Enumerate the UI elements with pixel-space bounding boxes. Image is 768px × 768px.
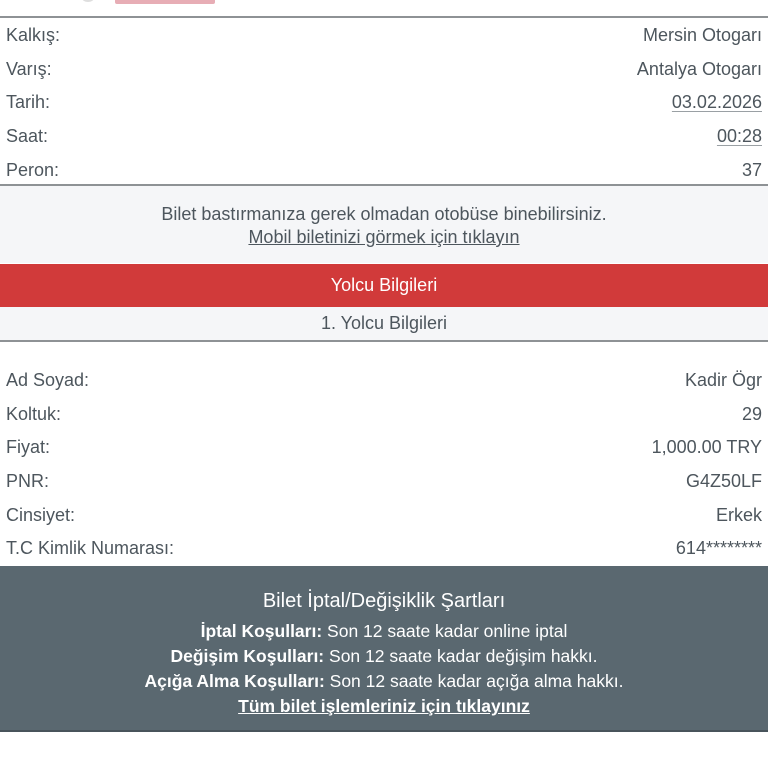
id-number-value: 614********: [675, 538, 762, 559]
passenger-1-subheader: 1. Yolcu Bilgileri: [0, 307, 768, 342]
time-value[interactable]: 00:28: [716, 126, 762, 147]
terms-change-label: Değişim Koşulları:: [170, 646, 325, 666]
mobile-ticket-link[interactable]: Mobil biletinizi görmek için tıklayın: [248, 227, 520, 247]
passenger-row-name: [0, 364, 768, 398]
terms-open-label: Açığa Alma Koşulları:: [144, 671, 325, 691]
passenger-row-gender: [0, 498, 768, 532]
platform-label: Peron:: [6, 159, 60, 180]
all-ticket-operations-link[interactable]: Tüm bilet işlemleriniz için tıklayınız: [238, 696, 530, 716]
name-value: Kadir Ögr: [684, 370, 762, 391]
trip-row-time: [0, 120, 768, 154]
departure-label: Kalkış:: [6, 25, 61, 46]
brand-logo: [115, 0, 215, 4]
seat-value: 29: [741, 403, 762, 424]
terms-open-text: Son 12 saate kadar açığa alma hakkı.: [329, 671, 624, 691]
terms-change: [0, 644, 768, 669]
passenger-row-id-number: [0, 532, 768, 566]
logo-icon: [82, 0, 94, 2]
date-value[interactable]: 03.02.2026: [671, 92, 762, 113]
date-label: Tarih:: [6, 92, 51, 113]
passenger-row-seat: [0, 398, 768, 432]
pnr-value: G4Z50LF: [685, 471, 762, 492]
price-value: 1,000.00 TRY: [651, 437, 762, 458]
trip-details: [0, 16, 768, 186]
cancellation-terms: [0, 566, 768, 732]
trip-row-platform: [0, 153, 768, 187]
arrival-value: Antalya Otogarı: [636, 58, 762, 79]
terms-cancel: [0, 619, 768, 644]
name-label: Ad Soyad:: [6, 370, 90, 391]
header-bar: [0, 0, 768, 16]
mobile-ticket-notice: [0, 186, 768, 263]
footer-area: [0, 732, 768, 768]
passenger-info-header: Yolcu Bilgileri: [0, 264, 768, 307]
terms-change-text: Son 12 saate kadar değişim hakkı.: [329, 646, 598, 666]
passenger-row-price: [0, 431, 768, 465]
notice-text: Bilet bastırmanıza gerek olmadan otobüse binebilirsiniz.: [161, 204, 607, 224]
gender-value: Erkek: [715, 504, 762, 525]
trip-row-arrival: [0, 53, 768, 87]
id-number-label: T.C Kimlik Numarası:: [6, 538, 175, 559]
pnr-label: PNR:: [6, 471, 50, 492]
passenger-row-pnr: [0, 465, 768, 499]
trip-row-date: [0, 86, 768, 120]
terms-title: Bilet İptal/Değişiklik Şartları: [262, 590, 506, 612]
trip-row-departure: [0, 19, 768, 53]
gender-label: Cinsiyet:: [6, 504, 76, 525]
price-label: Fiyat:: [6, 437, 51, 458]
terms-cancel-label: İptal Koşulları:: [200, 621, 323, 641]
platform-value: 37: [741, 159, 762, 180]
terms-open: [0, 669, 768, 694]
departure-value: Mersin Otogarı: [642, 25, 762, 46]
time-label: Saat:: [6, 126, 49, 147]
terms-cancel-text: Son 12 saate kadar online iptal: [327, 621, 568, 641]
seat-label: Koltuk:: [6, 403, 62, 424]
arrival-label: Varış:: [6, 58, 52, 79]
passenger-details: [0, 364, 768, 566]
